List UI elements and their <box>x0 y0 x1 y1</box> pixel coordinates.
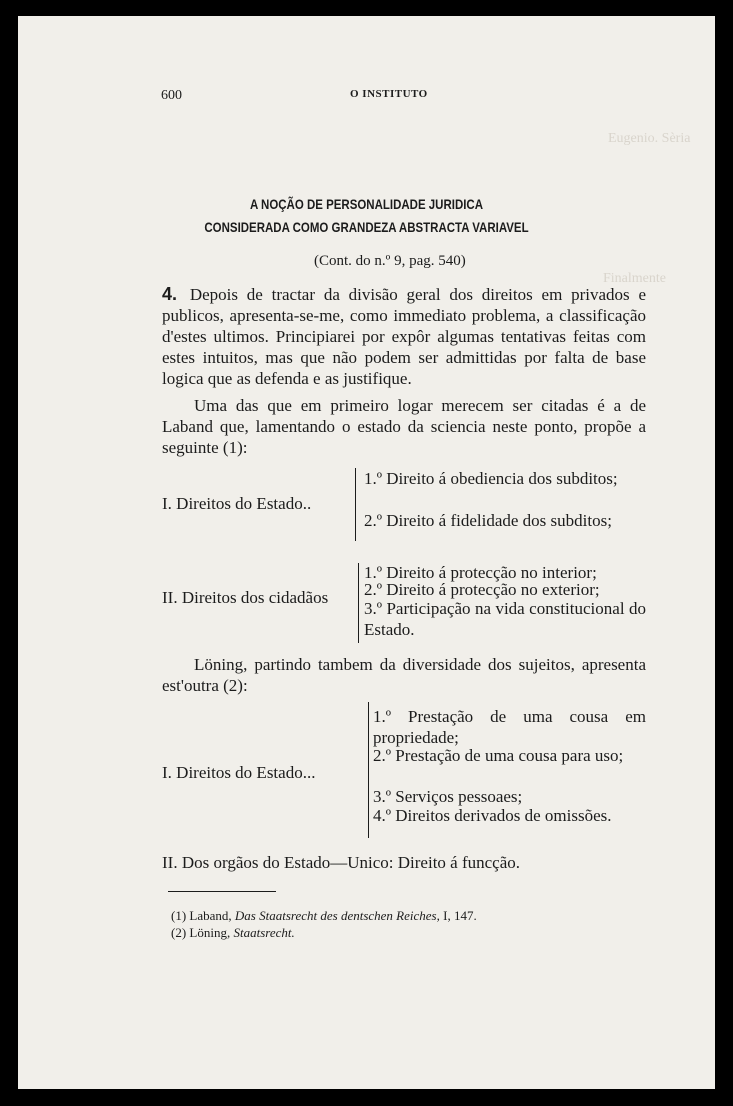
footnote-rule <box>168 891 276 892</box>
footnote-2-author: Löning, <box>189 925 231 940</box>
loning-group-1-item-3: 3.º Serviços pessoaes; <box>373 787 523 806</box>
paragraph-1 <box>162 284 646 389</box>
laband-group-2-label: II. Direitos dos cidadãos <box>162 588 329 607</box>
brace <box>368 702 369 838</box>
paragraph-3: Löning, partindo tambem da diversidade dos sujeitos, apresenta est'outra (2): <box>162 655 646 695</box>
bleed-through-text: Finalmente <box>603 271 666 286</box>
laband-group-1-item-2: 2.º Direito á fidelidade dos subditos; <box>364 511 612 530</box>
running-title: O INSTITUTO <box>350 88 428 100</box>
book-page <box>18 16 715 1089</box>
laband-group-1-label: I. Direitos do Estado.. <box>162 494 312 513</box>
footnote-2-marker: (2) <box>171 925 187 940</box>
loning-group-1-item-2: 2.º Prestação de uma cousa para uso; <box>373 746 624 765</box>
laband-group-2-item-2: 2.º Direito á protecção no exterior; <box>364 580 600 599</box>
continuation-note: (Cont. do n.º 9, pag. 540) <box>314 253 466 269</box>
loning-group-1-label: I. Direitos do Estado... <box>162 763 316 782</box>
brace <box>355 468 356 541</box>
footnote-2-work: Staatsrecht. <box>233 925 295 940</box>
loning-group-1-item-1: 1.º Prestação de uma cousa em propriedade; <box>373 707 646 747</box>
article-title-line-1: A NOÇÃO DE PERSONALIDADE JURIDICA <box>249 196 484 212</box>
page-number: 600 <box>161 88 182 103</box>
footnote-1-ref: I, 147. <box>443 908 477 923</box>
footnote-1-marker: (1) <box>171 908 187 923</box>
footnote-1 <box>171 908 477 924</box>
final-line: II. Dos orgãos do Estado—Unico: Direito á funcção. <box>162 853 521 872</box>
laband-group-2-item-1: 1.º Direito á protecção no interior; <box>364 563 597 582</box>
article-title-line-2: CONSIDERADA COMO GRANDEZA ABSTRACTA VARIAVEL <box>204 219 529 235</box>
bleed-through-text: Eugenio. Sèria <box>608 131 691 146</box>
paragraph-2: Uma das que em primeiro logar merecem ser citadas é a de Laband que, lamentando o estado da sciencia neste ponto, propõe a seguinte (1): <box>162 396 646 457</box>
loning-group-1-item-4: 4.º Direitos derivados de omissões. <box>373 806 612 825</box>
laband-group-2-item-3: 3.º Participação na vida constitucional do Estado. <box>364 599 646 639</box>
footnote-1-author: Laband, <box>189 908 232 923</box>
brace <box>358 563 359 643</box>
paragraph-1-text: Depois de tractar da divisão geral dos direitos em privados e publicos, apresenta-se-me, como immediato problema, a classificação d'estes ultimos. Principiarei por expôr algumas tentativas feitas com estes intuitos, mas que não podem ser admittidas por falta de base logica que as defenda e as justifique. <box>162 285 646 388</box>
section-number: 4. <box>162 284 178 304</box>
footnote-2 <box>171 925 295 941</box>
footnote-1-work: Das Staatsrecht des dentschen Reiches, <box>234 908 440 923</box>
laband-group-1-item-1: 1.º Direito á obediencia dos subditos; <box>364 469 618 488</box>
